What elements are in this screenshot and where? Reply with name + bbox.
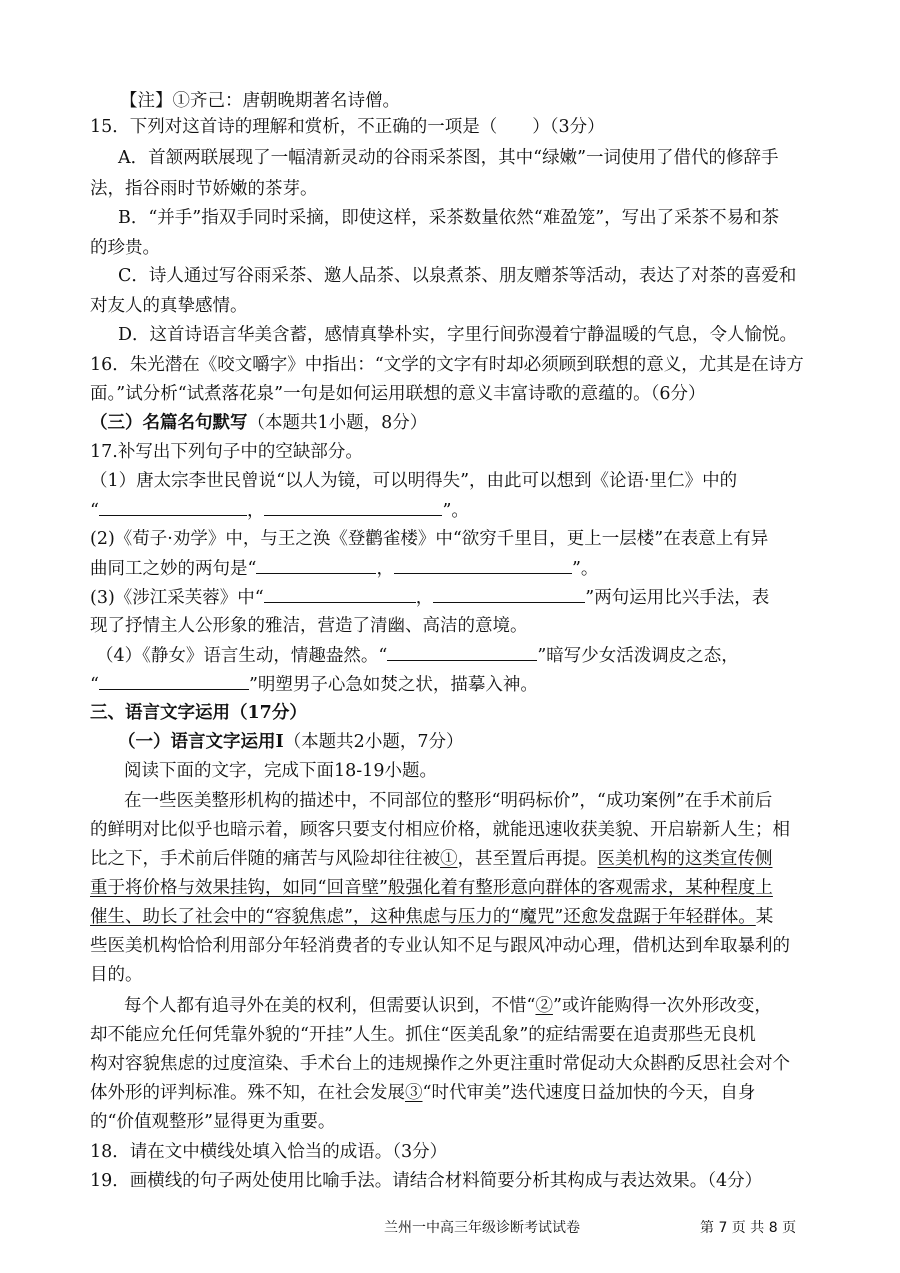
section-3-title: （三）名篇名句默写 (90, 413, 248, 433)
footer-page-number: 第 7 页 共 8 页 (700, 1220, 797, 1236)
q15-option-c: C．诗人通过写谷雨采茶、邀人品茶、以泉煮茶、朋友赠茶等活动，表达了对茶的喜爱和 (118, 266, 797, 286)
passage-p2-line4: 体外形的评判标准。殊不知，在社会发展③“时代审美”迭代速度日益加快的今天，自身 (90, 1083, 756, 1103)
blank-2[interactable]: ② (535, 996, 553, 1016)
footer-exam-title: 兰州一中高三年级诊断考试试卷 (384, 1220, 580, 1236)
question-16-line2: 面。”试分析“试煮落花泉”一句是如何运用联想的意义丰富诗歌的意蕴的。（6分） (90, 384, 706, 404)
q17-blank-8[interactable] (99, 671, 249, 690)
underlined-sentence: 医美机构的这类宣传侧 (597, 849, 773, 869)
question-16-line1: 16．朱光潜在《咬文嚼字》中指出：“文学的文字有时却必须顾到联想的意义，尤其是在诗方 (90, 355, 804, 375)
q17-blank-6[interactable] (433, 584, 585, 603)
subsection-1-title: （一）语言文字运用Ⅰ (118, 732, 284, 752)
passage-p2-line1: 每个人都有追寻外在美的权利，但需要认识到，不惜“②”或许能购得一次外形改变， (124, 996, 772, 1016)
passage-p2-line5: 的“价值观整形”显得更为重要。 (90, 1112, 336, 1132)
passage-p1-line3: 比之下，手术前后伴随的痛苦与风险却往往被①，甚至置后再提。医美机构的这类宣传侧 (90, 849, 773, 869)
q17-item2-line1: (2)《荀子·劝学》中，与王之涣《登鹳雀楼》中“欲穷千里目，更上一层楼”在表意上有异 (90, 529, 769, 549)
question-19: 19．画横线的句子两处使用比喻手法。请结合材料简要分析其构成与表达效果。（4分） (90, 1171, 763, 1191)
q17-item1-line1: （1）唐太宗李世民曾说“以人为镜，可以明得失”，由此可以想到《论语·里仁》中的 (90, 471, 738, 491)
q15-option-a-cont: 法，指谷雨时节娇嫩的茶芽。 (90, 179, 318, 199)
passage-p1-line4-underlined: 重于将价格与效果挂钩，如同“回音壁”般强化着有整形意向群体的客观需求，某种程度上 (90, 878, 773, 898)
blank-1[interactable]: ① (440, 849, 458, 869)
q17-blank-2[interactable] (264, 497, 442, 516)
q15-option-b-cont: 的珍贵。 (90, 238, 160, 258)
q17-item3-line2: 现了抒情主人公形象的雅洁，营造了清幽、高洁的意境。 (90, 616, 528, 636)
q17-item4-line1: （4）《静女》语言生动，情趣盎然。“ ”暗写少女活泼调皮之态， (96, 642, 739, 669)
question-15-stem: 15．下列对这首诗的理解和赏析，不正确的一项是（ ）（3分） (90, 117, 605, 137)
passage-p1-line6: 些医美机构恰恰利用部分年轻消费者的专业认知不足与跟风冲动心理，借机达到牟取暴利的 (90, 936, 790, 956)
q15-option-b: B．“并手”指双手同时采摘，即使这样，采茶数量依然“难盈笼”，写出了采茶不易和茶 (118, 208, 780, 228)
passage-p1-line1: 在一些医美整形机构的描述中，不同部位的整形“明码标价”，“成功案例”在手术前后 (124, 791, 773, 811)
section-3-heading (90, 410, 427, 436)
blank-3[interactable]: ③ (405, 1083, 423, 1103)
passage-p2-line2: 却不能应允任何凭靠外貌的“开挂”人生。抓住“医美乱象”的症结需要在追责那些无良机 (90, 1025, 756, 1045)
question-18: 18．请在文中横线处填入恰当的成语。（3分） (90, 1142, 448, 1162)
passage-p2-line3: 构对容貌焦虑的过度渲染、手术台上的违规操作之外更注重时常促动大众斟酌反思社会对个 (90, 1054, 790, 1074)
q15-option-d: D．这首诗语言华美含蓄，感情真挚朴实，字里行间弥漫着宁静温暖的气息，令人愉悦。 (118, 325, 798, 345)
q17-item4-line2: “ ”明塑男子心急如焚之状，描摹入神。 (90, 671, 538, 698)
q17-blank-1[interactable] (99, 497, 247, 516)
passage-p1-line7: 目的。 (90, 965, 143, 985)
q17-item1-line2: “ ， ”。 (90, 497, 469, 524)
subsection-1-heading (118, 729, 463, 755)
q15-option-a: A．首颔两联展现了一幅清新灵动的谷雨采茶图，其中“绿嫩”一词使用了借代的修辞手 (118, 148, 779, 168)
q17-blank-4[interactable] (394, 555, 572, 574)
q17-blank-3[interactable] (256, 555, 376, 574)
passage-p1-line2: 的鲜明对比似乎也暗示着，顾客只要支付相应价格，就能迅速收获美貌、开启崭新人生；相 (90, 820, 790, 840)
reading-instruction: 阅读下面的文字，完成下面18-19小题。 (124, 761, 437, 781)
part-3-title: 三、语言文字运用（17分） (90, 703, 307, 723)
section-3-note: （本题共1小题，8分） (247, 413, 428, 433)
q17-blank-5[interactable] (264, 584, 416, 603)
q17-item3-line1: (3)《涉江采芙蓉》中“ ， ”两句运用比兴手法，表 (90, 584, 769, 611)
q15-option-c-cont: 对友人的真挚感情。 (90, 296, 248, 316)
passage-p1-line5: 催生、助长了社会中的“容貌焦虑”，这种焦虑与压力的“魔咒”还愈发盘踞于年轻群体。某 (90, 907, 774, 927)
subsection-1-note: （本题共2小题，7分） (283, 732, 464, 752)
q17-blank-7[interactable] (387, 642, 537, 661)
q17-item2-line2: 曲同工之妙的两句是“ ， ”。 (90, 555, 598, 582)
question-17-stem: 17.补写出下列句子中的空缺部分。 (90, 442, 363, 462)
poem-note: 【注】①齐己：唐朝晚期著名诗僧。 (120, 91, 400, 111)
